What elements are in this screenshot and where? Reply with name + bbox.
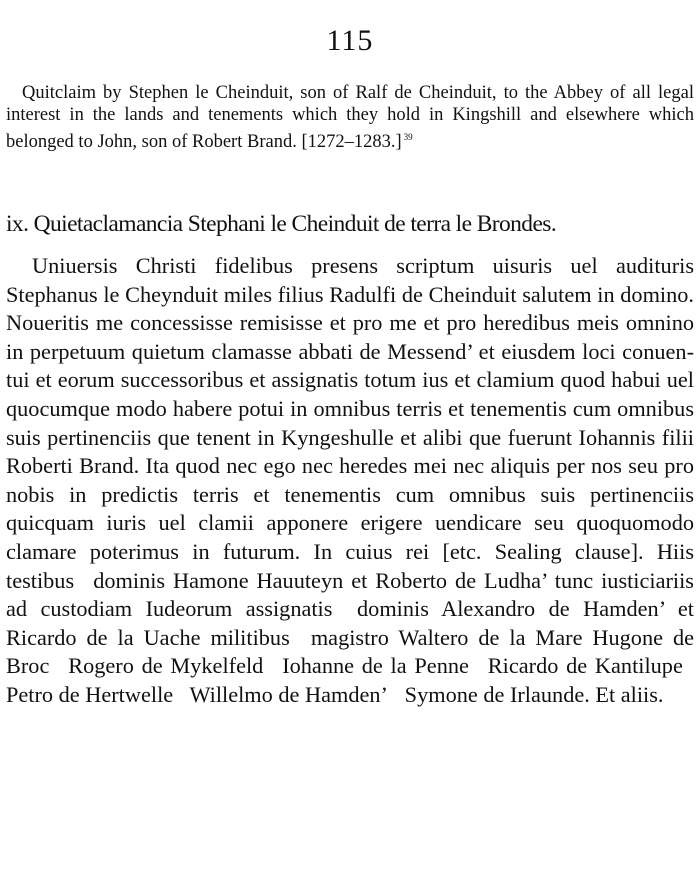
page-number: 115 — [326, 24, 374, 57]
summary-text: Quitclaim by Stephen le Cheinduit, son of Ralf de Cheinduit, to the Abbey of all legal interest in the lands and tenements which they hold in Kingshill and elsewhere which belonged to John, son of Robert Brand. [1272–1283.] — [6, 83, 694, 152]
charter-text: Uniuersis Christi fidelibus presens scriptum uisuris uel audituris Stephanus le Cheynduit miles filius Radulfi de Cheinduit salutem in domino. Noueritis me concessisse remisisse et pro me et pro heredibus meis omnino in perpetuum quietum clamasse abbati de Messend’ et eiusdem loci conuentui et eorum successoribus et assignatis totum ius et clamium quod habui uel quocumque modo habere potui in omnibus terris et tenementis cum omnibus suis pertinenciis que tenent in Kyngeshulle et alibi que fuerunt Iohannis filii Roberti Brand. Ita quod nec ego nec heredes mei nec aliquis per nos seu pro nobis in predictis terris et tenementis cum omnibus suis pertinenciis quicquam iuris uel clamii apponere erigere uendicare seu quoquomodo clamare poterimus in futurum. In cuius rei [etc. Sealing clause]. Hiis testibus dominis Hamone Hauuteyn et Roberto de Ludha’ tunc iusticiariis ad custodiam Iudeorum assignatis dominis Alexandro de Hamden’ et Ricardo de la Uache militibus magistro Waltero de la Mare Hugone de Broc Rogero de Mykelfeld Iohanne de la Penne Ricardo de Kantilupe Petro de Hertwelle Willelmo de Hamden’ Symone de Irlaunde. Et aliis. — [6, 253, 694, 707]
charter-heading: ix. Quietaclamancia Stephani le Cheinduit de terra le Brondes. — [6, 211, 557, 237]
footnote-reference: 39 — [403, 132, 413, 142]
document-summary — [6, 82, 694, 153]
